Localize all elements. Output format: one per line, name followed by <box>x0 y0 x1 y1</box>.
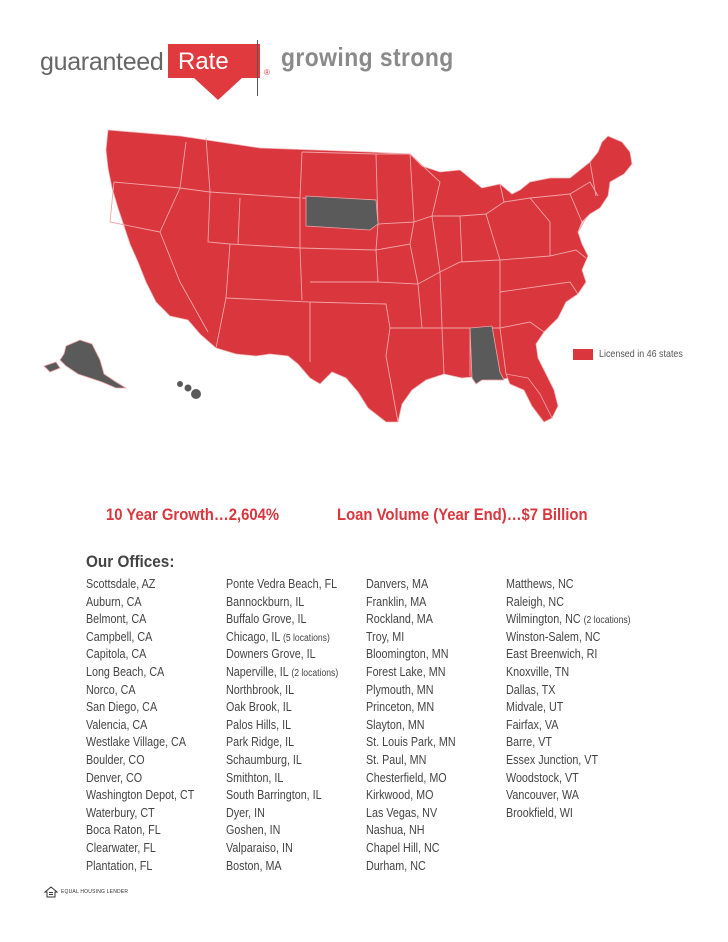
tagline: growing strong <box>281 42 454 72</box>
office-location <box>86 646 194 664</box>
office-name: Nashua, NH <box>366 823 425 838</box>
office-name: South Barrington, IL <box>226 788 322 803</box>
office-name: Washington Depot, CT <box>86 788 195 803</box>
office-name: Denver, CO <box>86 770 143 785</box>
office-name: Durham, NC <box>366 858 426 873</box>
office-name: Auburn, CA <box>86 594 142 609</box>
office-name: Oak Brook, IL <box>226 700 292 715</box>
office-location <box>506 717 631 735</box>
offices-column-1 <box>86 576 212 875</box>
office-name: Downers Grove, IL <box>226 647 316 662</box>
office-location <box>366 664 456 682</box>
office-location <box>366 594 456 612</box>
office-location <box>366 858 456 876</box>
office-location <box>506 646 631 664</box>
office-name: Waterbury, CT <box>86 805 155 820</box>
south-dakota-shape <box>306 196 378 230</box>
legend-label: Licensed in 46 states <box>599 348 683 360</box>
mainland-us-shape <box>106 130 632 422</box>
office-name: Fairfax, VA <box>506 717 559 732</box>
office-name: Clearwater, FL <box>86 840 156 855</box>
office-location <box>86 717 194 735</box>
equal-housing-lender <box>44 886 128 898</box>
registered-mark: ® <box>264 68 270 77</box>
office-name: Princeton, MN <box>366 700 435 715</box>
office-name: Plantation, FL <box>86 858 153 873</box>
office-location <box>506 664 631 682</box>
office-name: Winston-Salem, NC <box>506 629 601 644</box>
office-name: St. Louis Park, MN <box>366 735 456 750</box>
office-location <box>226 594 338 612</box>
office-location <box>506 594 631 612</box>
office-name: Northbrook, IL <box>226 682 295 697</box>
office-location <box>506 752 631 770</box>
hawaii-shape <box>177 381 201 399</box>
office-name: Long Beach, CA <box>86 664 165 679</box>
office-location <box>226 646 338 664</box>
office-name: San Diego, CA <box>86 700 158 715</box>
office-location <box>366 682 456 700</box>
office-location <box>226 629 338 647</box>
office-location <box>86 805 194 823</box>
map-legend <box>573 348 698 360</box>
office-name: Norco, CA <box>86 682 136 697</box>
office-name: Raleigh, NC <box>506 594 564 609</box>
office-name: Barre, VT <box>506 735 553 750</box>
office-name: Midvale, UT <box>506 700 564 715</box>
office-location <box>226 858 338 876</box>
office-location <box>86 629 194 647</box>
offices-column-4 <box>506 576 651 822</box>
office-name: Chesterfield, MO <box>366 770 447 785</box>
office-location <box>86 699 194 717</box>
office-name: Boston, MA <box>226 858 282 873</box>
office-location <box>226 664 338 682</box>
office-location <box>226 752 338 770</box>
office-name: Forest Lake, MN <box>366 664 446 679</box>
office-name: Belmont, CA <box>86 612 147 627</box>
office-location <box>226 734 338 752</box>
alaska-islands-shape <box>44 362 60 372</box>
office-location <box>226 576 338 594</box>
office-name: Slayton, MN <box>366 717 425 732</box>
office-location <box>86 752 194 770</box>
office-location <box>366 576 456 594</box>
office-name: Buffalo Grove, IL <box>226 612 307 627</box>
office-location <box>506 770 631 788</box>
office-name: Knoxville, TN <box>506 664 570 679</box>
office-location <box>86 576 194 594</box>
ten-year-growth-stat: 10 Year Growth…2,604% <box>106 506 280 524</box>
office-location <box>506 611 631 629</box>
office-name: Schaumburg, IL <box>226 752 302 767</box>
office-location <box>86 858 194 876</box>
office-location <box>366 787 456 805</box>
office-name: Rockland, MA <box>366 612 433 627</box>
office-name: Wilmington, NC <box>506 612 581 627</box>
office-location <box>366 770 456 788</box>
office-name: Park Ridge, IL <box>226 735 295 750</box>
logo-rect <box>168 44 260 78</box>
office-name: Brookfield, WI <box>506 805 573 820</box>
header-divider <box>257 40 258 96</box>
equal-housing-icon <box>44 886 58 898</box>
office-name: Naperville, IL <box>226 664 289 679</box>
office-location <box>226 717 338 735</box>
office-name: Chapel Hill, NC <box>366 840 440 855</box>
office-name: Boca Raton, FL <box>86 823 161 838</box>
office-location <box>86 594 194 612</box>
office-name: Danvers, MA <box>366 577 429 591</box>
office-location <box>506 787 631 805</box>
office-note: (2 locations) <box>291 667 339 679</box>
office-location <box>226 787 338 805</box>
office-location <box>506 805 631 823</box>
office-name: Matthews, NC <box>506 577 574 591</box>
logo-down-arrow-icon <box>194 78 242 100</box>
office-name: Goshen, IN <box>226 823 281 838</box>
licensed-states <box>106 130 632 422</box>
office-name: Las Vegas, NV <box>366 805 438 820</box>
office-name: Essex Junction, VT <box>506 752 599 767</box>
alaska-shape <box>60 340 126 388</box>
office-location <box>226 682 338 700</box>
office-location <box>86 822 194 840</box>
offices-column-3 <box>366 576 470 875</box>
office-location <box>366 629 456 647</box>
office-name: St. Paul, MN <box>366 752 427 767</box>
office-name: Plymouth, MN <box>366 682 434 697</box>
office-location <box>506 629 631 647</box>
office-name: Westlake Village, CA <box>86 735 186 750</box>
office-name: Capitola, CA <box>86 647 147 662</box>
office-location <box>86 664 194 682</box>
office-location <box>226 805 338 823</box>
office-name: East Breenwich, RI <box>506 647 598 662</box>
office-name: Chicago, IL <box>226 629 280 644</box>
office-location <box>226 770 338 788</box>
offices-heading: Our Offices: <box>86 552 175 571</box>
office-name: Bannockburn, IL <box>226 594 305 609</box>
office-name: Woodstock, VT <box>506 770 579 785</box>
office-location <box>506 699 631 717</box>
office-location <box>86 611 194 629</box>
office-location <box>86 770 194 788</box>
office-note: (2 locations) <box>583 615 631 627</box>
office-location <box>226 611 338 629</box>
office-location <box>506 576 631 594</box>
legend-swatch <box>573 349 593 360</box>
office-location <box>366 646 456 664</box>
office-location <box>366 699 456 717</box>
office-name: Campbell, CA <box>86 629 153 644</box>
office-name: Troy, MI <box>366 629 405 644</box>
office-name: Valencia, CA <box>86 717 148 732</box>
office-note: (5 locations) <box>282 632 330 644</box>
office-location <box>226 699 338 717</box>
office-location <box>366 840 456 858</box>
office-name: Kirkwood, MO <box>366 788 434 803</box>
logo-wordmark: guaranteed <box>40 48 164 76</box>
office-name: Ponte Vedra Beach, FL <box>226 577 338 591</box>
office-name: Palos Hills, IL <box>226 717 292 732</box>
loan-volume-stat: Loan Volume (Year End)…$7 Billion <box>337 506 588 524</box>
guaranteed-rate-logo <box>40 44 270 104</box>
office-location <box>86 682 194 700</box>
office-name: Smithton, IL <box>226 770 284 785</box>
office-location <box>226 840 338 858</box>
office-name: Bloomington, MN <box>366 647 449 662</box>
office-name: Dyer, IN <box>226 805 265 820</box>
office-location <box>86 840 194 858</box>
office-location <box>366 805 456 823</box>
office-location <box>366 822 456 840</box>
office-location <box>366 752 456 770</box>
us-states-map <box>30 122 702 482</box>
office-name: Vancouver, WA <box>506 788 579 803</box>
logo-rate-text: Rate <box>178 48 229 75</box>
office-name: Dallas, TX <box>506 682 556 697</box>
office-location <box>366 611 456 629</box>
office-location <box>86 787 194 805</box>
office-location <box>366 734 456 752</box>
equal-housing-label: EQUAL HOUSING LENDER <box>61 889 129 895</box>
office-name: Boulder, CO <box>86 752 145 767</box>
logo-rate-box <box>168 44 270 102</box>
office-location <box>366 717 456 735</box>
office-location <box>506 682 631 700</box>
office-location <box>226 822 338 840</box>
office-location <box>86 734 194 752</box>
offices-column-2 <box>226 576 356 875</box>
office-name: Scottsdale, AZ <box>86 577 156 591</box>
office-name: Franklin, MA <box>366 594 427 609</box>
office-name: Valparaiso, IN <box>226 840 293 855</box>
office-location <box>506 734 631 752</box>
